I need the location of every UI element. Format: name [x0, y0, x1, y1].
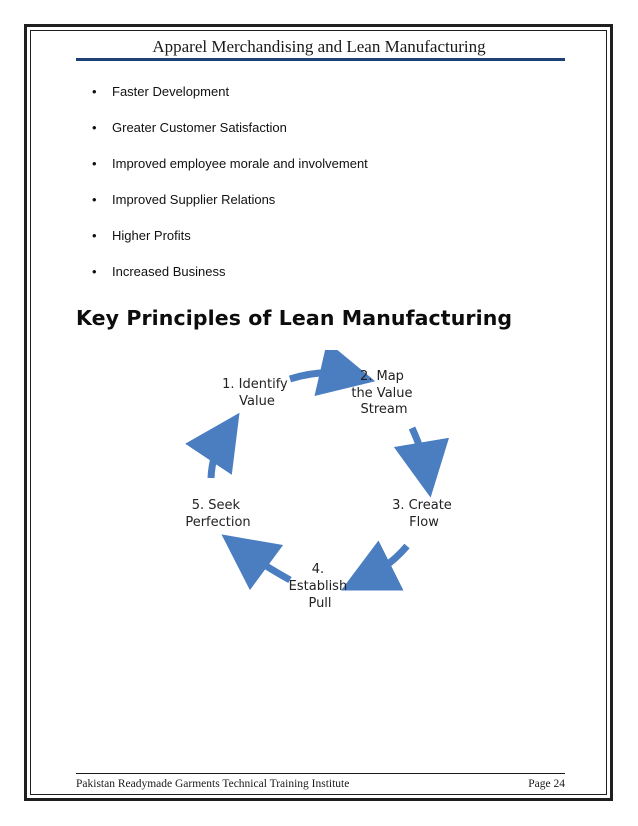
benefits-list	[92, 73, 368, 289]
step-create-flow-label: 3. Create Flow	[392, 498, 452, 530]
list-item-text: Increased Business	[112, 263, 226, 279]
list-item-text: Faster Development	[112, 83, 230, 99]
header-title: Apparel Merchandising and Lean Manufacturing	[152, 37, 486, 56]
list-item-text: Greater Customer Satisfaction	[112, 119, 287, 135]
list-item	[92, 145, 368, 181]
section-title: Key Principles of Lean Manufacturing	[76, 306, 513, 330]
bullet-icon: •	[92, 191, 97, 207]
step-seek-perfection-label: 5. Seek Perfection	[185, 498, 251, 530]
list-item-text: Improved Supplier Relations	[112, 191, 276, 207]
arrow-map-to-flow	[412, 428, 426, 470]
list-item	[92, 253, 368, 289]
bullet-icon: •	[92, 263, 97, 279]
header-rule	[76, 58, 565, 61]
footer-rule	[76, 773, 565, 774]
bullet-icon: •	[92, 83, 97, 99]
arrow-flow-to-pull	[366, 546, 407, 578]
footer-institute: Pakistan Readymade Garments Technical Training Institute	[76, 778, 350, 790]
bullet-icon: •	[92, 119, 97, 135]
arrow-perfection-to-identify	[211, 436, 224, 478]
lean-cycle-svg	[160, 350, 480, 630]
list-item-text: Higher Profits	[112, 227, 191, 243]
bullet-icon: •	[92, 227, 97, 243]
footer-page-number: Page 24	[528, 778, 565, 790]
arrow-identify-to-map	[290, 373, 348, 379]
step-map-value-stream-label: 2. Map the Value Stream	[351, 369, 413, 417]
step-identify-value-label: 1. Identify Value	[222, 377, 288, 409]
arrow-pull-to-perfection	[244, 551, 290, 580]
step-establish-pull-label: 4. Establish Pull	[288, 562, 348, 611]
lean-cycle-diagram	[160, 350, 480, 630]
list-item-text: Improved employee morale and involvement	[112, 155, 368, 171]
list-item	[92, 181, 368, 217]
list-item	[92, 217, 368, 253]
list-item	[92, 73, 368, 109]
list-item	[92, 109, 368, 145]
bullet-icon: •	[92, 155, 97, 171]
